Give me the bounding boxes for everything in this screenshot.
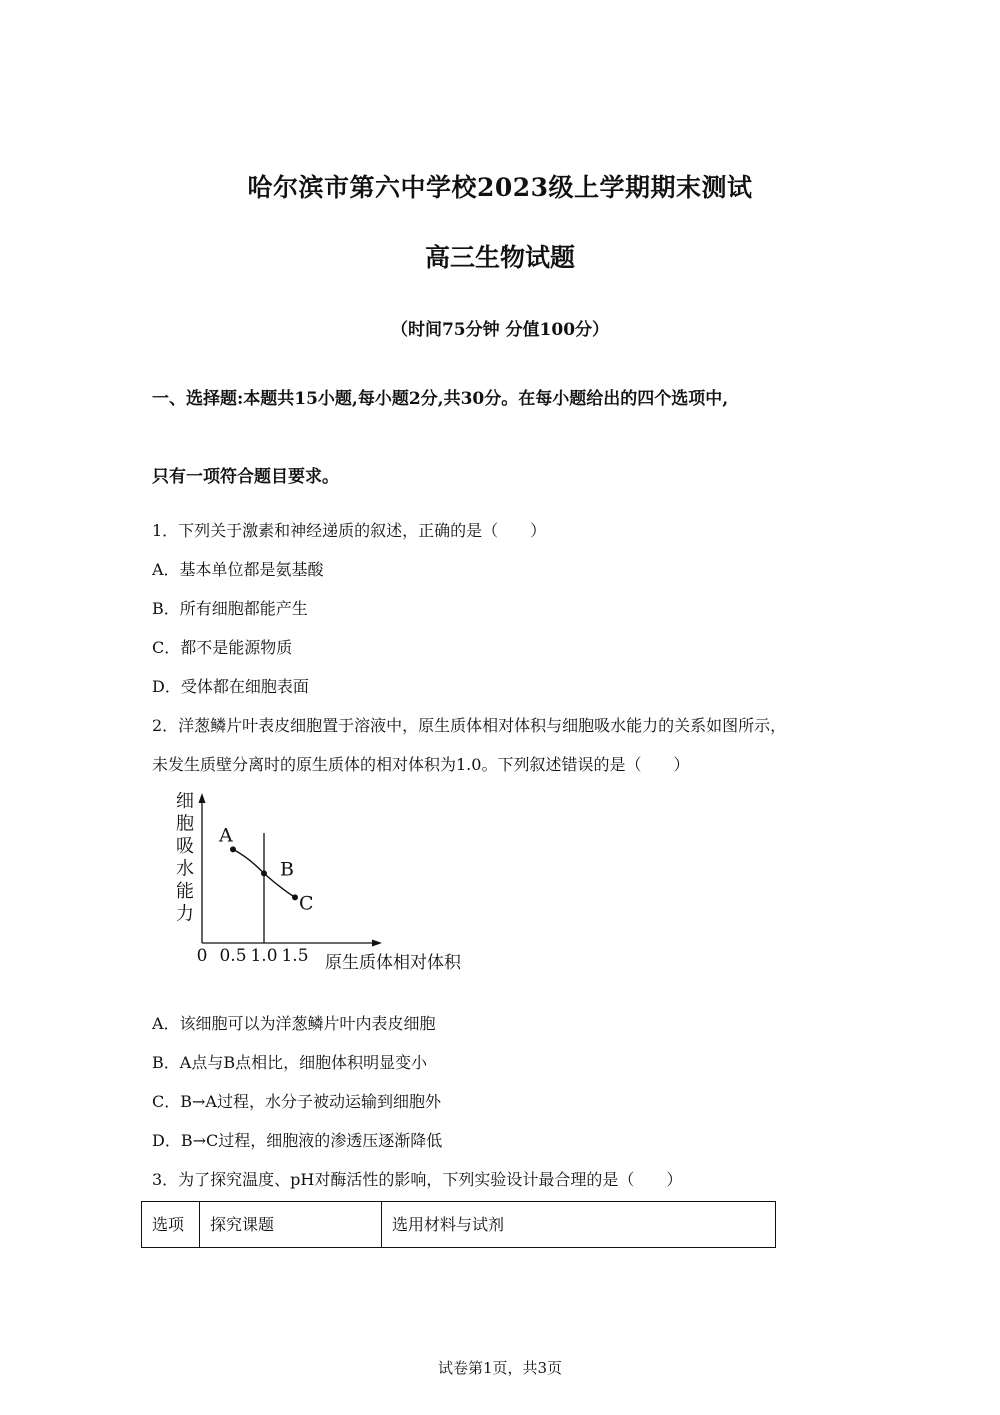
- page-footer: 试卷第1页，共3页: [437, 1359, 563, 1377]
- exam-meta: （时间75分钟 分值100分）: [390, 320, 610, 340]
- q2-stem-line1: 2．洋葱鳞片叶表皮细胞置于溶液中，原生质体相对体积与细胞吸水能力的关系如图所示，: [152, 716, 787, 735]
- point-label-c: C: [299, 892, 314, 915]
- y-axis-label-char: 力: [176, 903, 194, 925]
- data-point-c: [292, 894, 298, 900]
- y-axis-label: [176, 791, 194, 925]
- y-axis-label-char: 能: [176, 881, 194, 902]
- q1-option-b: B．所有细胞都能产生: [152, 599, 308, 618]
- y-axis-label-char: 吸: [176, 836, 194, 857]
- q2-stem-line2: 未发生质壁分离时的原生质体的相对体积为1.0。下列叙述错误的是（ ）: [152, 755, 690, 774]
- q2-option-d: D．B→C过程，细胞液的渗透压逐渐降低: [152, 1131, 443, 1150]
- q1-option-d: D．受体都在细胞表面: [152, 677, 309, 696]
- x-axis-arrow: [372, 940, 382, 947]
- y-axis-label-char: 胞: [176, 813, 194, 835]
- q1-option-c: C．都不是能源物质: [152, 638, 293, 657]
- q2-graph-svg: [160, 785, 490, 985]
- table-header-topic: 探究课题: [200, 1202, 382, 1248]
- x-tick-label: 1.5: [281, 946, 309, 966]
- table-header-row: [142, 1202, 776, 1248]
- q1-option-a: A．基本单位都是氨基酸: [152, 560, 324, 579]
- q3-table: [141, 1201, 776, 1248]
- q2-graph: [160, 785, 490, 985]
- x-axis-label: 原生质体相对体积: [325, 953, 461, 973]
- y-axis-arrow: [199, 793, 206, 803]
- data-point-b: [261, 870, 267, 876]
- exam-subtitle: 高三生物试题: [424, 243, 575, 272]
- y-axis-label-char: 水: [176, 858, 194, 880]
- point-label-b: B: [280, 858, 294, 881]
- x-tick-label: 0.5: [219, 946, 247, 966]
- q3-stem: 3．为了探究温度、pH对酶活性的影响，下列实验设计最合理的是（ ）: [152, 1170, 683, 1189]
- q2-option-a: A．该细胞可以为洋葱鳞片叶内表皮细胞: [152, 1014, 436, 1033]
- section-heading-line2: 只有一项符合题目要求。: [152, 467, 339, 487]
- section-heading-line1: 一、选择题:本题共15小题,每小题2分,共30分。在每小题给出的四个选项中,: [152, 389, 729, 409]
- x-tick-label: 0: [196, 946, 208, 966]
- y-axis-label-char: 细: [176, 791, 194, 812]
- table-header-option: 选项: [142, 1202, 200, 1248]
- table-header-materials: 选用材料与试剂: [382, 1202, 776, 1248]
- q2-option-b: B．A点与B点相比，细胞体积明显变小: [152, 1053, 428, 1072]
- x-tick-label: 1.0: [250, 946, 278, 966]
- exam-title: 哈尔滨市第六中学校2023级上学期期末测试: [247, 173, 753, 202]
- point-label-a: A: [219, 824, 233, 847]
- q1-stem: 1．下列关于激素和神经递质的叙述，正确的是（ ）: [152, 521, 547, 540]
- data-point-a: [230, 846, 236, 852]
- q2-option-c: C．B→A过程，水分子被动运输到细胞外: [152, 1092, 441, 1111]
